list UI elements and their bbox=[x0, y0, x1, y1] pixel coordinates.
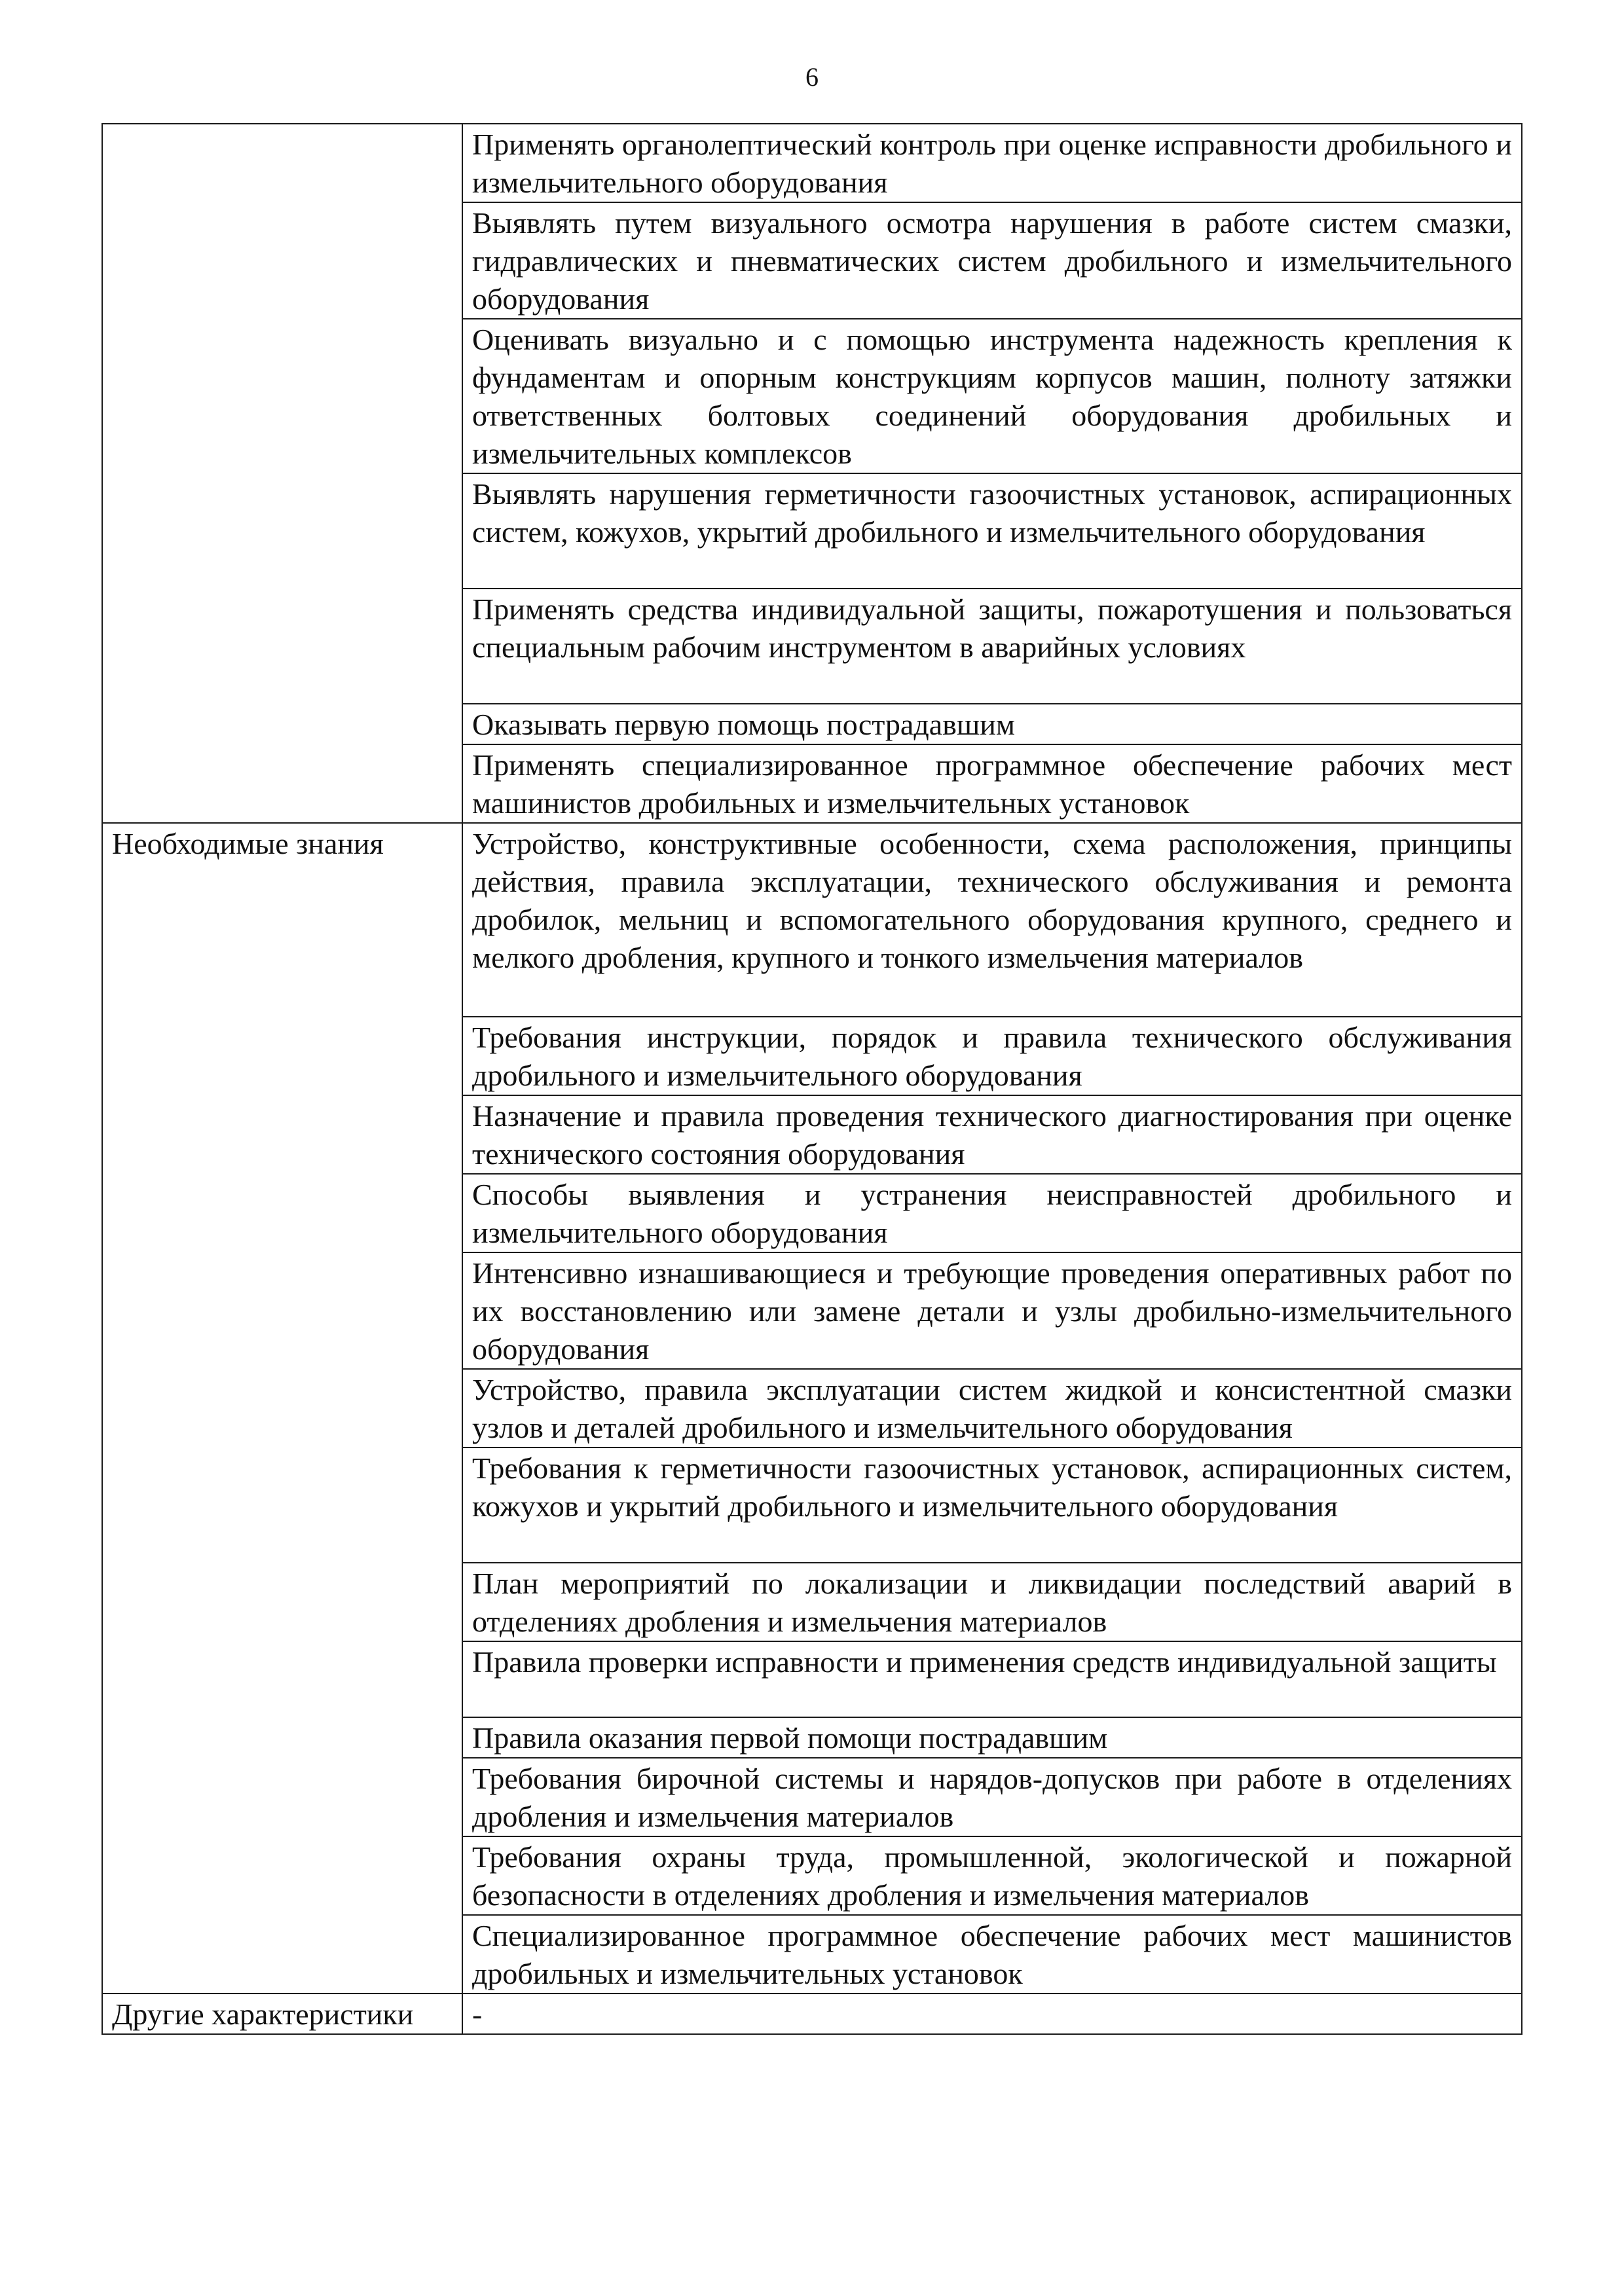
skill-item: Применять органолептический контроль при оценке исправности дробильного и измельчительного оборудования bbox=[462, 124, 1522, 202]
knowledge-item: Способы выявления и устранения неисправностей дробильного и измельчительного оборудования bbox=[462, 1174, 1522, 1252]
knowledge-item: Устройство, конструктивные особенности, схема расположения, принципы действия, правила эксплуатации, технического обслуживания и ремонта дробилок, мельниц и вспомогательного оборудования крупного, среднего и мелкого дробления, крупного и тонкого измельчения материалов bbox=[462, 823, 1522, 1017]
knowledge-label: Необходимые знания bbox=[102, 823, 462, 1994]
knowledge-item: Правила оказания первой помощи пострадавшим bbox=[462, 1717, 1522, 1758]
skill-item: Применять специализированное программное обеспечение рабочих мест машинистов дробильных и измельчительных установок bbox=[462, 744, 1522, 823]
other-label: Другие характеристики bbox=[102, 1994, 462, 2034]
skills-label-cell bbox=[102, 124, 462, 823]
knowledge-item: Интенсивно изнашивающиеся и требующие проведения оперативных работ по их восстановлению или замене детали и узлы дробильно-измельчительного оборудования bbox=[462, 1252, 1522, 1369]
table-row bbox=[102, 823, 1522, 1017]
skill-item: Применять средства индивидуальной защиты, пожаротушения и пользоваться специальным рабочим инструментом в аварийных условиях bbox=[462, 589, 1522, 704]
knowledge-item: План мероприятий по локализации и ликвидации последствий аварий в отделениях дробления и измельчения материалов bbox=[462, 1563, 1522, 1641]
page-number: 6 bbox=[805, 62, 819, 92]
knowledge-item: Правила проверки исправности и применения средств индивидуальной защиты bbox=[462, 1641, 1522, 1717]
table-row bbox=[102, 1994, 1522, 2034]
knowledge-item: Требования к герметичности газоочистных установок, аспирационных систем, кожухов и укрытий дробильного и измельчительного оборудования bbox=[462, 1448, 1522, 1563]
skill-item: Выявлять путем визуального осмотра нарушения в работе систем смазки, гидравлических и пневматических систем дробильного и измельчительного оборудования bbox=[462, 202, 1522, 319]
skill-item: Оказывать первую помощь пострадавшим bbox=[462, 704, 1522, 744]
knowledge-item: Требования охраны труда, промышленной, экологической и пожарной безопасности в отделениях дробления и измельчения материалов bbox=[462, 1836, 1522, 1915]
knowledge-item: Специализированное программное обеспечение рабочих мест машинистов дробильных и измельчительных установок bbox=[462, 1915, 1522, 1994]
skill-item: Оценивать визуально и с помощью инструмента надежность крепления к фундаментам и опорным конструкциям корпусов машин, полноту затяжки ответственных болтовых соединений оборудования дробильных и измельчительных комплексов bbox=[462, 319, 1522, 473]
requirements-table bbox=[101, 123, 1522, 2035]
knowledge-item: Устройство, правила эксплуатации систем жидкой и консистентной смазки узлов и деталей дробильного и измельчительного оборудования bbox=[462, 1369, 1522, 1448]
table-row bbox=[102, 124, 1522, 202]
skill-item: Выявлять нарушения герметичности газоочистных установок, аспирационных систем, кожухов, укрытий дробильного и измельчительного оборудования bbox=[462, 473, 1522, 589]
knowledge-item: Требования бирочной системы и нарядов-допусков при работе в отделениях дробления и измельчения материалов bbox=[462, 1758, 1522, 1836]
knowledge-item: Назначение и правила проведения технического диагностирования при оценке технического состояния оборудования bbox=[462, 1095, 1522, 1174]
other-value: - bbox=[462, 1994, 1522, 2034]
knowledge-item: Требования инструкции, порядок и правила технического обслуживания дробильного и измельчительного оборудования bbox=[462, 1017, 1522, 1095]
